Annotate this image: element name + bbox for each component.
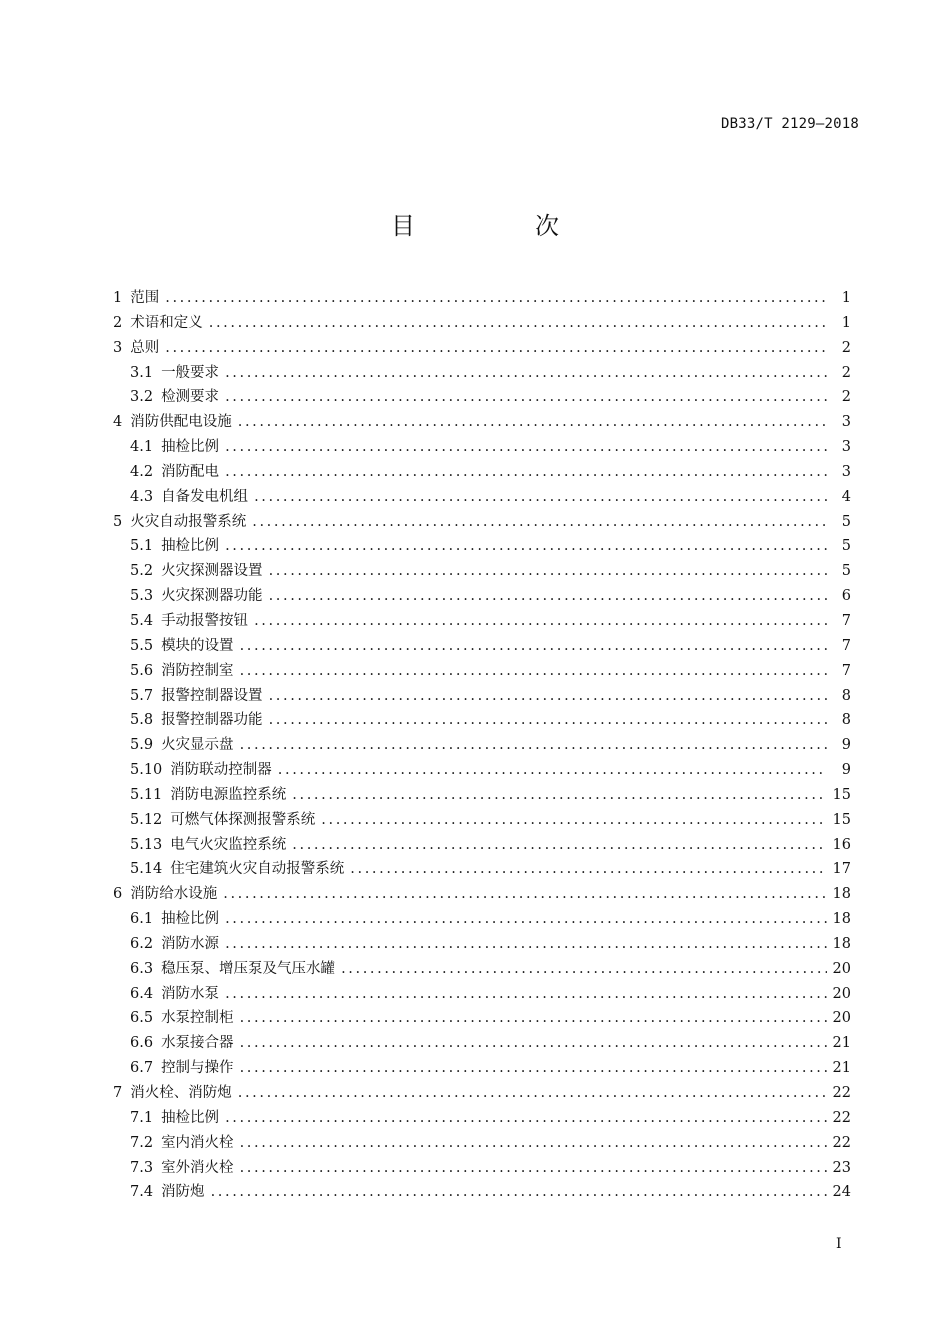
toc-entry-page: 8 [841, 687, 851, 704]
toc-entry-number: 6.1 [130, 911, 154, 928]
toc-entry[interactable] [113, 733, 851, 758]
toc-entry[interactable] [113, 510, 851, 535]
toc-dot-leader [240, 659, 827, 684]
toc-dot-leader [209, 311, 827, 336]
toc-entry-label: 范围 [130, 290, 160, 306]
toc-entry-number: 6.2 [130, 935, 154, 952]
toc-entry-page: 7 [841, 637, 851, 654]
toc-entry-number: 5.5 [130, 637, 154, 654]
toc-entry[interactable] [113, 1106, 851, 1131]
toc-entry-label: 抽检比例 [161, 538, 220, 555]
toc-dot-leader [225, 385, 827, 410]
toc-entry-label: 消防联动控制器 [170, 762, 272, 779]
toc-entry-number: 6.6 [130, 1035, 154, 1052]
toc-entry-label: 室外消火栓 [161, 1159, 234, 1176]
toc-entry-label: 自备发电机组 [161, 488, 249, 505]
toc-dot-leader [240, 1031, 827, 1056]
toc-entry-label: 消防炮 [161, 1184, 205, 1201]
toc-entry-page: 5 [841, 513, 851, 530]
toc-dot-leader [240, 733, 827, 758]
toc-dot-leader [269, 559, 827, 584]
toc-dot-leader [321, 808, 826, 833]
toc-entry-label: 消防水源 [161, 935, 220, 952]
toc-entry[interactable] [113, 684, 851, 709]
toc-entry-number: 6.5 [130, 1010, 154, 1027]
toc-entry[interactable] [113, 1031, 851, 1056]
toc-entry-number: 6.4 [130, 985, 154, 1002]
toc-entry-number: 6.7 [130, 1060, 154, 1077]
toc-dot-leader [165, 336, 827, 361]
toc-entry-number: 5.4 [130, 612, 154, 629]
toc-entry-number: 5.12 [130, 811, 163, 828]
toc-entry-page: 22 [832, 1109, 851, 1126]
toc-entry[interactable] [113, 1081, 851, 1106]
toc-entry[interactable] [113, 286, 851, 311]
toc-dot-leader [269, 684, 827, 709]
toc-dot-leader [223, 882, 826, 907]
toc-entry-label: 消防配电 [161, 463, 220, 480]
toc-dot-leader [238, 1081, 827, 1106]
toc-entry-number: 5.3 [130, 588, 154, 605]
toc-entry[interactable] [113, 808, 851, 833]
toc-entry-number: 5.8 [130, 712, 154, 729]
toc-entry-page: 9 [841, 737, 851, 754]
toc-dot-leader [254, 609, 827, 634]
toc-dot-leader [211, 1180, 827, 1205]
toc-entry-number: 3.1 [130, 364, 154, 381]
toc-entry[interactable] [113, 609, 851, 634]
toc-entry[interactable] [113, 1056, 851, 1081]
toc-dot-leader [225, 982, 826, 1007]
toc-entry-page: 7 [841, 662, 851, 679]
toc-entry[interactable] [113, 957, 851, 982]
toc-entry-page: 2 [841, 339, 851, 356]
toc-entry-number: 5.7 [130, 687, 154, 704]
toc-entry-page: 2 [841, 364, 851, 381]
toc-dot-leader [240, 1156, 827, 1181]
toc-entry-number: 5.1 [130, 538, 154, 555]
toc-entry[interactable] [113, 361, 851, 386]
toc-entry-label: 可燃气体探测报警系统 [170, 811, 316, 828]
toc-entry[interactable] [113, 907, 851, 932]
toc-entry[interactable] [113, 485, 851, 510]
document-code: DB33/T 2129—2018 [720, 116, 859, 132]
toc-entry-page: 22 [832, 1134, 851, 1151]
page-title: 目 次 [391, 212, 607, 240]
toc-dot-leader [254, 485, 827, 510]
toc-entry-page: 3 [841, 414, 851, 431]
toc-entry-label: 抽检比例 [161, 1109, 220, 1126]
toc-entry-page: 16 [832, 836, 851, 853]
toc-entry-page: 3 [841, 439, 851, 456]
toc-entry-page: 17 [832, 861, 851, 878]
toc-entry-label: 水泵控制柜 [161, 1010, 234, 1027]
toc-entry-page: 15 [832, 786, 851, 803]
toc-entry-label: 火灾探测器设置 [161, 563, 263, 580]
toc-entry-label: 检测要求 [161, 389, 220, 406]
toc-entry-label: 模块的设置 [161, 637, 234, 654]
toc-entry-label: 消防电源监控系统 [170, 786, 287, 803]
toc-entry-label: 总则 [130, 339, 160, 356]
toc-entry[interactable] [113, 559, 851, 584]
toc-entry-number: 7.1 [130, 1109, 154, 1126]
toc-entry[interactable] [113, 783, 851, 808]
toc-dot-leader [350, 857, 826, 882]
toc-entry-number: 5.2 [130, 563, 154, 580]
toc-entry[interactable] [113, 534, 851, 559]
toc-entry[interactable] [113, 1180, 851, 1205]
toc-dot-leader [225, 907, 826, 932]
toc-entry[interactable] [113, 1131, 851, 1156]
toc-entry-page: 20 [832, 985, 851, 1002]
toc-entry[interactable] [113, 634, 851, 659]
toc-entry-label: 电气火灾监控系统 [170, 836, 287, 853]
toc-entry[interactable] [113, 1156, 851, 1181]
toc-entry[interactable] [113, 1006, 851, 1031]
toc-entry-page: 18 [832, 886, 851, 903]
toc-entry-page: 20 [832, 960, 851, 977]
toc-dot-leader [225, 460, 827, 485]
toc-entry-number: 6 [113, 886, 123, 903]
toc-dot-leader [252, 510, 827, 535]
toc-entry[interactable] [113, 460, 851, 485]
table-of-contents [113, 286, 851, 1205]
toc-entry-page: 6 [841, 588, 851, 605]
toc-entry-page: 1 [841, 314, 851, 331]
toc-dot-leader [278, 758, 827, 783]
toc-entry-number: 4.1 [130, 439, 154, 456]
toc-entry-label: 消防给水设施 [130, 886, 218, 903]
toc-entry-number: 4.2 [130, 463, 154, 480]
toc-entry[interactable] [113, 584, 851, 609]
toc-entry-label: 消防控制室 [161, 662, 234, 679]
toc-entry-page: 5 [841, 538, 851, 555]
toc-dot-leader [292, 783, 826, 808]
toc-entry-label: 报警控制器功能 [161, 712, 263, 729]
toc-entry-number: 3.2 [130, 389, 154, 406]
toc-entry[interactable] [113, 410, 851, 435]
toc-entry-label: 控制与操作 [161, 1060, 234, 1077]
toc-entry-label: 消防供配电设施 [130, 414, 232, 431]
toc-entry-page: 24 [832, 1184, 851, 1201]
toc-entry-label: 室内消火栓 [161, 1134, 234, 1151]
toc-dot-leader [269, 708, 827, 733]
toc-dot-leader [225, 361, 827, 386]
toc-entry-page: 3 [841, 463, 851, 480]
page-number: I [836, 1236, 842, 1252]
toc-entry-number: 5 [113, 513, 123, 530]
toc-entry-label: 术语和定义 [130, 314, 203, 331]
toc-entry-number: 5.6 [130, 662, 154, 679]
toc-dot-leader [341, 957, 826, 982]
toc-entry-number: 5.14 [130, 861, 163, 878]
toc-entry-page: 1 [841, 290, 851, 306]
toc-entry-page: 23 [832, 1159, 851, 1176]
toc-entry-label: 稳压泵、增压泵及气压水罐 [161, 960, 336, 977]
toc-entry-number: 5.13 [130, 836, 163, 853]
toc-entry-page: 21 [832, 1035, 851, 1052]
toc-entry-page: 20 [832, 1010, 851, 1027]
toc-dot-leader [269, 584, 827, 609]
toc-entry-number: 7.3 [130, 1159, 154, 1176]
toc-dot-leader [240, 1056, 827, 1081]
toc-entry-page: 4 [841, 488, 851, 505]
toc-entry-label: 火灾自动报警系统 [130, 513, 247, 530]
toc-entry-number: 6.3 [130, 960, 154, 977]
toc-dot-leader [225, 534, 827, 559]
toc-dot-leader [238, 410, 827, 435]
toc-entry-number: 7.2 [130, 1134, 154, 1151]
toc-entry-label: 消火栓、消防炮 [130, 1085, 232, 1101]
toc-entry[interactable] [113, 982, 851, 1007]
toc-entry-number: 4 [113, 414, 123, 431]
toc-entry[interactable] [113, 659, 851, 684]
toc-entry-page: 21 [832, 1060, 851, 1077]
toc-entry[interactable] [113, 833, 851, 858]
toc-entry-number: 7 [113, 1085, 123, 1101]
toc-entry[interactable] [113, 708, 851, 733]
toc-entry-number: 5.10 [130, 762, 163, 779]
toc-entry-page: 18 [832, 911, 851, 928]
toc-entry-page: 9 [841, 762, 851, 779]
toc-entry-number: 7.4 [130, 1184, 154, 1201]
toc-entry-number: 5.11 [130, 786, 163, 803]
toc-entry-label: 火灾显示盘 [161, 737, 234, 754]
toc-entry-number: 2 [113, 314, 123, 331]
toc-dot-leader [225, 932, 826, 957]
toc-entry-number: 1 [113, 290, 123, 306]
toc-entry[interactable] [113, 882, 851, 907]
toc-entry-label: 一般要求 [161, 364, 220, 381]
toc-entry-page: 18 [832, 935, 851, 952]
toc-entry[interactable] [113, 857, 851, 882]
toc-entry-page: 8 [841, 712, 851, 729]
toc-dot-leader [225, 1106, 826, 1131]
toc-entry-page: 7 [841, 612, 851, 629]
toc-entry-page: 15 [832, 811, 851, 828]
toc-dot-leader [240, 1131, 827, 1156]
toc-entry-label: 抽检比例 [161, 439, 220, 456]
toc-entry[interactable] [113, 758, 851, 783]
toc-entry[interactable] [113, 385, 851, 410]
toc-entry-number: 5.9 [130, 737, 154, 754]
toc-entry-page: 22 [832, 1085, 851, 1101]
toc-entry-label: 消防水泵 [161, 985, 220, 1002]
toc-dot-leader [240, 1006, 827, 1031]
toc-entry-number: 4.3 [130, 488, 154, 505]
toc-entry-label: 住宅建筑火灾自动报警系统 [170, 861, 345, 878]
toc-entry[interactable] [113, 311, 851, 336]
toc-dot-leader [240, 634, 827, 659]
toc-entry-page: 2 [841, 389, 851, 406]
toc-entry-number: 3 [113, 339, 123, 356]
toc-entry[interactable] [113, 336, 851, 361]
toc-entry-label: 水泵接合器 [161, 1035, 234, 1052]
toc-dot-leader [165, 286, 827, 311]
toc-entry-label: 报警控制器设置 [161, 687, 263, 704]
toc-dot-leader [292, 833, 826, 858]
toc-entry[interactable] [113, 435, 851, 460]
toc-entry-label: 手动报警按钮 [161, 612, 249, 629]
toc-entry-page: 5 [841, 563, 851, 580]
toc-entry[interactable] [113, 932, 851, 957]
toc-entry-label: 火灾探测器功能 [161, 588, 263, 605]
toc-entry-label: 抽检比例 [161, 911, 220, 928]
toc-dot-leader [225, 435, 827, 460]
